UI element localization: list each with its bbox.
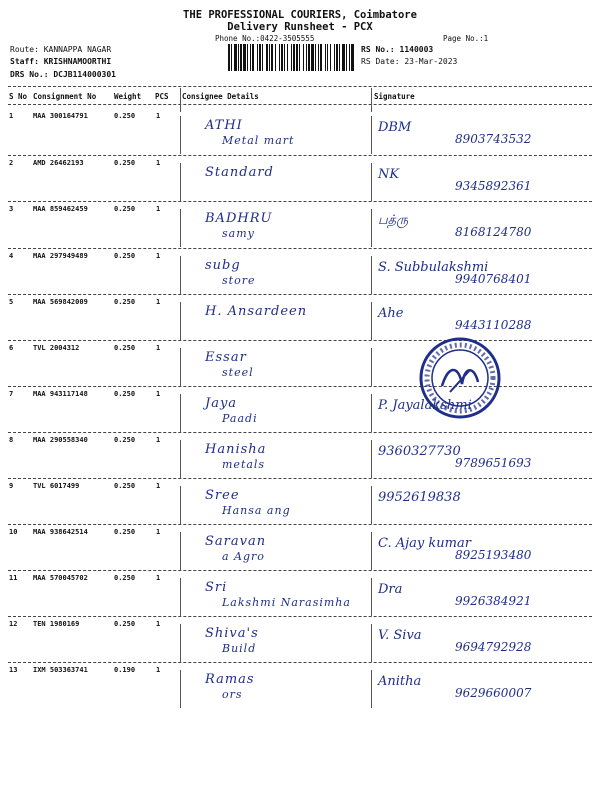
col-rule-consignee [180,624,181,662]
rs-number: RS No.: 1140003 [361,45,434,54]
col-rule-consignee [180,394,181,432]
col-consignee: Consignee Details [182,92,259,101]
col-rule-consignee [180,578,181,616]
row-weight: 0.250 [114,344,136,352]
row-consignee-name: Sri [205,580,228,595]
page-number: Page No.:1 [443,34,489,43]
row-consignee-name: Jaya [205,396,238,411]
row-weight: 0.250 [114,574,136,582]
row-signature: பத்ரு [378,213,409,228]
row-consignee-name: BADHRU [205,211,273,226]
col-rule-consignee [180,209,181,247]
row-weight: 0.250 [114,205,136,213]
row-divider [8,524,592,525]
row-divider [8,201,592,202]
row-sno: 10 [9,528,18,536]
row-phone: 9629660007 [455,686,532,700]
row-signature: 9360327730 [378,444,461,459]
row-signature: S. Subbulakshmi [378,260,489,275]
row-consignee-name: Sree [205,488,240,503]
row-signature: 9952619838 [378,490,461,505]
runsheet-title: Delivery Runsheet - PCX [227,21,373,33]
row-signature: DBM [378,120,412,135]
company-title: THE PROFESSIONAL COURIERS, Coimbatore [183,9,417,21]
row-weight: 0.250 [114,620,136,628]
row-consignment-no: MAA 859462459 [33,205,88,213]
row-consignee-name: Ramas [205,672,255,687]
row-divider [8,478,592,479]
staff-label: Staff: KRISHNAMOORTHI [10,57,112,66]
row-consignment-no: MAA 938642514 [33,528,88,536]
col-rule-consignee [180,532,181,570]
row-divider [8,340,592,341]
col-rule-signature [371,116,372,154]
row-sno: 8 [9,436,14,444]
col-rule-signature [371,302,372,340]
col-rule-signature [371,88,372,112]
row-pcs: 1 [156,436,161,444]
row-sno: 12 [9,620,18,628]
row-divider [8,662,592,663]
row-weight: 0.250 [114,252,136,260]
row-signature: Anitha [378,674,422,689]
row-weight: 0.250 [114,159,136,167]
row-sno: 2 [9,159,14,167]
col-rule-consignee [180,348,181,386]
row-consignee-detail: metals [222,458,266,471]
row-consignee-name: Standard [205,165,274,180]
row-consignee-detail: samy [222,227,255,240]
row-pcs: 1 [156,482,161,490]
row-consignment-no: IXM 503363741 [33,666,88,674]
row-weight: 0.250 [114,298,136,306]
col-rule-signature [371,440,372,478]
row-signature: P. Jayalakshmi [378,398,472,413]
header-divider-top [8,86,592,87]
rs-date: RS Date: 23-Mar-2023 [361,57,458,66]
row-phone: 8903743532 [455,132,532,146]
row-consignee-name: Saravan [205,534,267,549]
col-rule-signature [371,256,372,294]
col-rule-signature [371,163,372,201]
row-consignee-detail: a Agro [222,550,265,563]
phone-number: Phone No.:0422-3505555 [215,34,315,43]
col-rule-signature [371,578,372,616]
row-weight: 0.250 [114,112,136,120]
row-consignee-detail: Lakshmi Narasimha [222,596,351,609]
col-rule-signature [371,486,372,524]
col-rule-consignee [180,88,181,112]
row-pcs: 1 [156,205,161,213]
row-consignment-no: MAA 943117148 [33,390,88,398]
row-consignee-detail: ors [222,688,243,701]
row-sno: 11 [9,574,18,582]
col-rule-consignee [180,256,181,294]
row-phone: 9345892361 [455,179,532,193]
row-consignment-no: TVL 6017499 [33,482,80,490]
row-phone: 9926384921 [455,594,532,608]
col-pcs: PCS [155,92,169,101]
row-signature: C. Ajay kumar [378,536,471,551]
row-consignment-no: MAA 297949489 [33,252,88,260]
row-consignee-detail: store [222,274,256,287]
col-rule-signature [371,209,372,247]
row-sno: 4 [9,252,14,260]
row-weight: 0.250 [114,436,136,444]
row-divider [8,432,592,433]
header-divider-bottom [8,104,592,105]
row-phone: 9443110288 [455,318,532,332]
col-rule-consignee [180,440,181,478]
row-divider [8,294,592,295]
row-divider [8,570,592,571]
col-signature: Signature [374,92,415,101]
row-sno: 1 [9,112,14,120]
row-signature: NK [378,167,400,182]
row-consignee-name: subg [205,258,241,273]
row-weight: 0.250 [114,528,136,536]
row-consignee-detail: Paadi [222,412,258,425]
row-sno: 13 [9,666,18,674]
col-rule-signature [371,624,372,662]
barcode-icon [228,44,356,71]
row-consignee-name: Shiva's [205,626,259,641]
row-consignment-no: MAA 290558340 [33,436,88,444]
row-phone: 8925193480 [455,548,532,562]
row-divider [8,616,592,617]
col-rule-consignee [180,116,181,154]
row-consignee-detail: steel [222,366,254,379]
row-sno: 6 [9,344,14,352]
row-sno: 3 [9,205,14,213]
col-rule-consignee [180,670,181,708]
col-rule-signature [371,532,372,570]
row-consignee-name: Hanisha [205,442,267,457]
row-consignee-name: Essar [205,350,247,365]
col-rule-signature [371,394,372,432]
col-weight: Weight [114,92,142,101]
row-phone: 8168124780 [455,225,532,239]
row-weight: 0.190 [114,666,136,674]
row-consignee-name: ATHI [205,118,243,133]
row-consignee-detail: Build [222,642,257,655]
row-pcs: 1 [156,620,161,628]
row-phone: 9940768401 [455,272,532,286]
row-divider [8,248,592,249]
row-signature: Ahe [378,306,404,321]
col-rule-signature [371,670,372,708]
row-pcs: 1 [156,344,161,352]
row-pcs: 1 [156,298,161,306]
row-pcs: 1 [156,252,161,260]
row-consignment-no: MAA 569842009 [33,298,88,306]
row-weight: 0.250 [114,482,136,490]
col-rule-consignee [180,302,181,340]
row-sno: 7 [9,390,14,398]
row-pcs: 1 [156,390,161,398]
row-divider [8,155,592,156]
row-phone: 9789651693 [455,456,532,470]
col-rule-signature [371,348,372,386]
col-rule-consignee [180,486,181,524]
row-phone: 9694792928 [455,640,532,654]
row-pcs: 1 [156,112,161,120]
row-pcs: 1 [156,574,161,582]
row-pcs: 1 [156,528,161,536]
row-pcs: 1 [156,666,161,674]
row-signature: V. Siva [378,628,422,643]
row-consignment-no: TVL 2004312 [33,344,80,352]
row-consignment-no: MAA 300164791 [33,112,88,120]
row-consignment-no: MAA 570045702 [33,574,88,582]
col-rule-consignee [180,163,181,201]
col-sno: S No [9,92,28,101]
row-consignment-no: AMD 26462193 [33,159,84,167]
row-consignment-no: TEN 1980169 [33,620,80,628]
row-divider [8,386,592,387]
row-consignee-detail: Hansa ang [222,504,291,517]
round-company-stamp-icon [418,336,502,420]
row-weight: 0.250 [114,390,136,398]
drs-number: DRS No.: DCJB114000301 [10,70,116,79]
row-consignee-detail: Metal mart [222,134,295,147]
row-sno: 9 [9,482,14,490]
row-pcs: 1 [156,159,161,167]
col-consignment: Consignment No [33,92,97,101]
route-label: Route: KANNAPPA NAGAR [10,45,112,54]
row-consignee-name: H. Ansardeen [205,304,308,319]
row-sno: 5 [9,298,14,306]
row-signature: Dra [378,582,403,597]
